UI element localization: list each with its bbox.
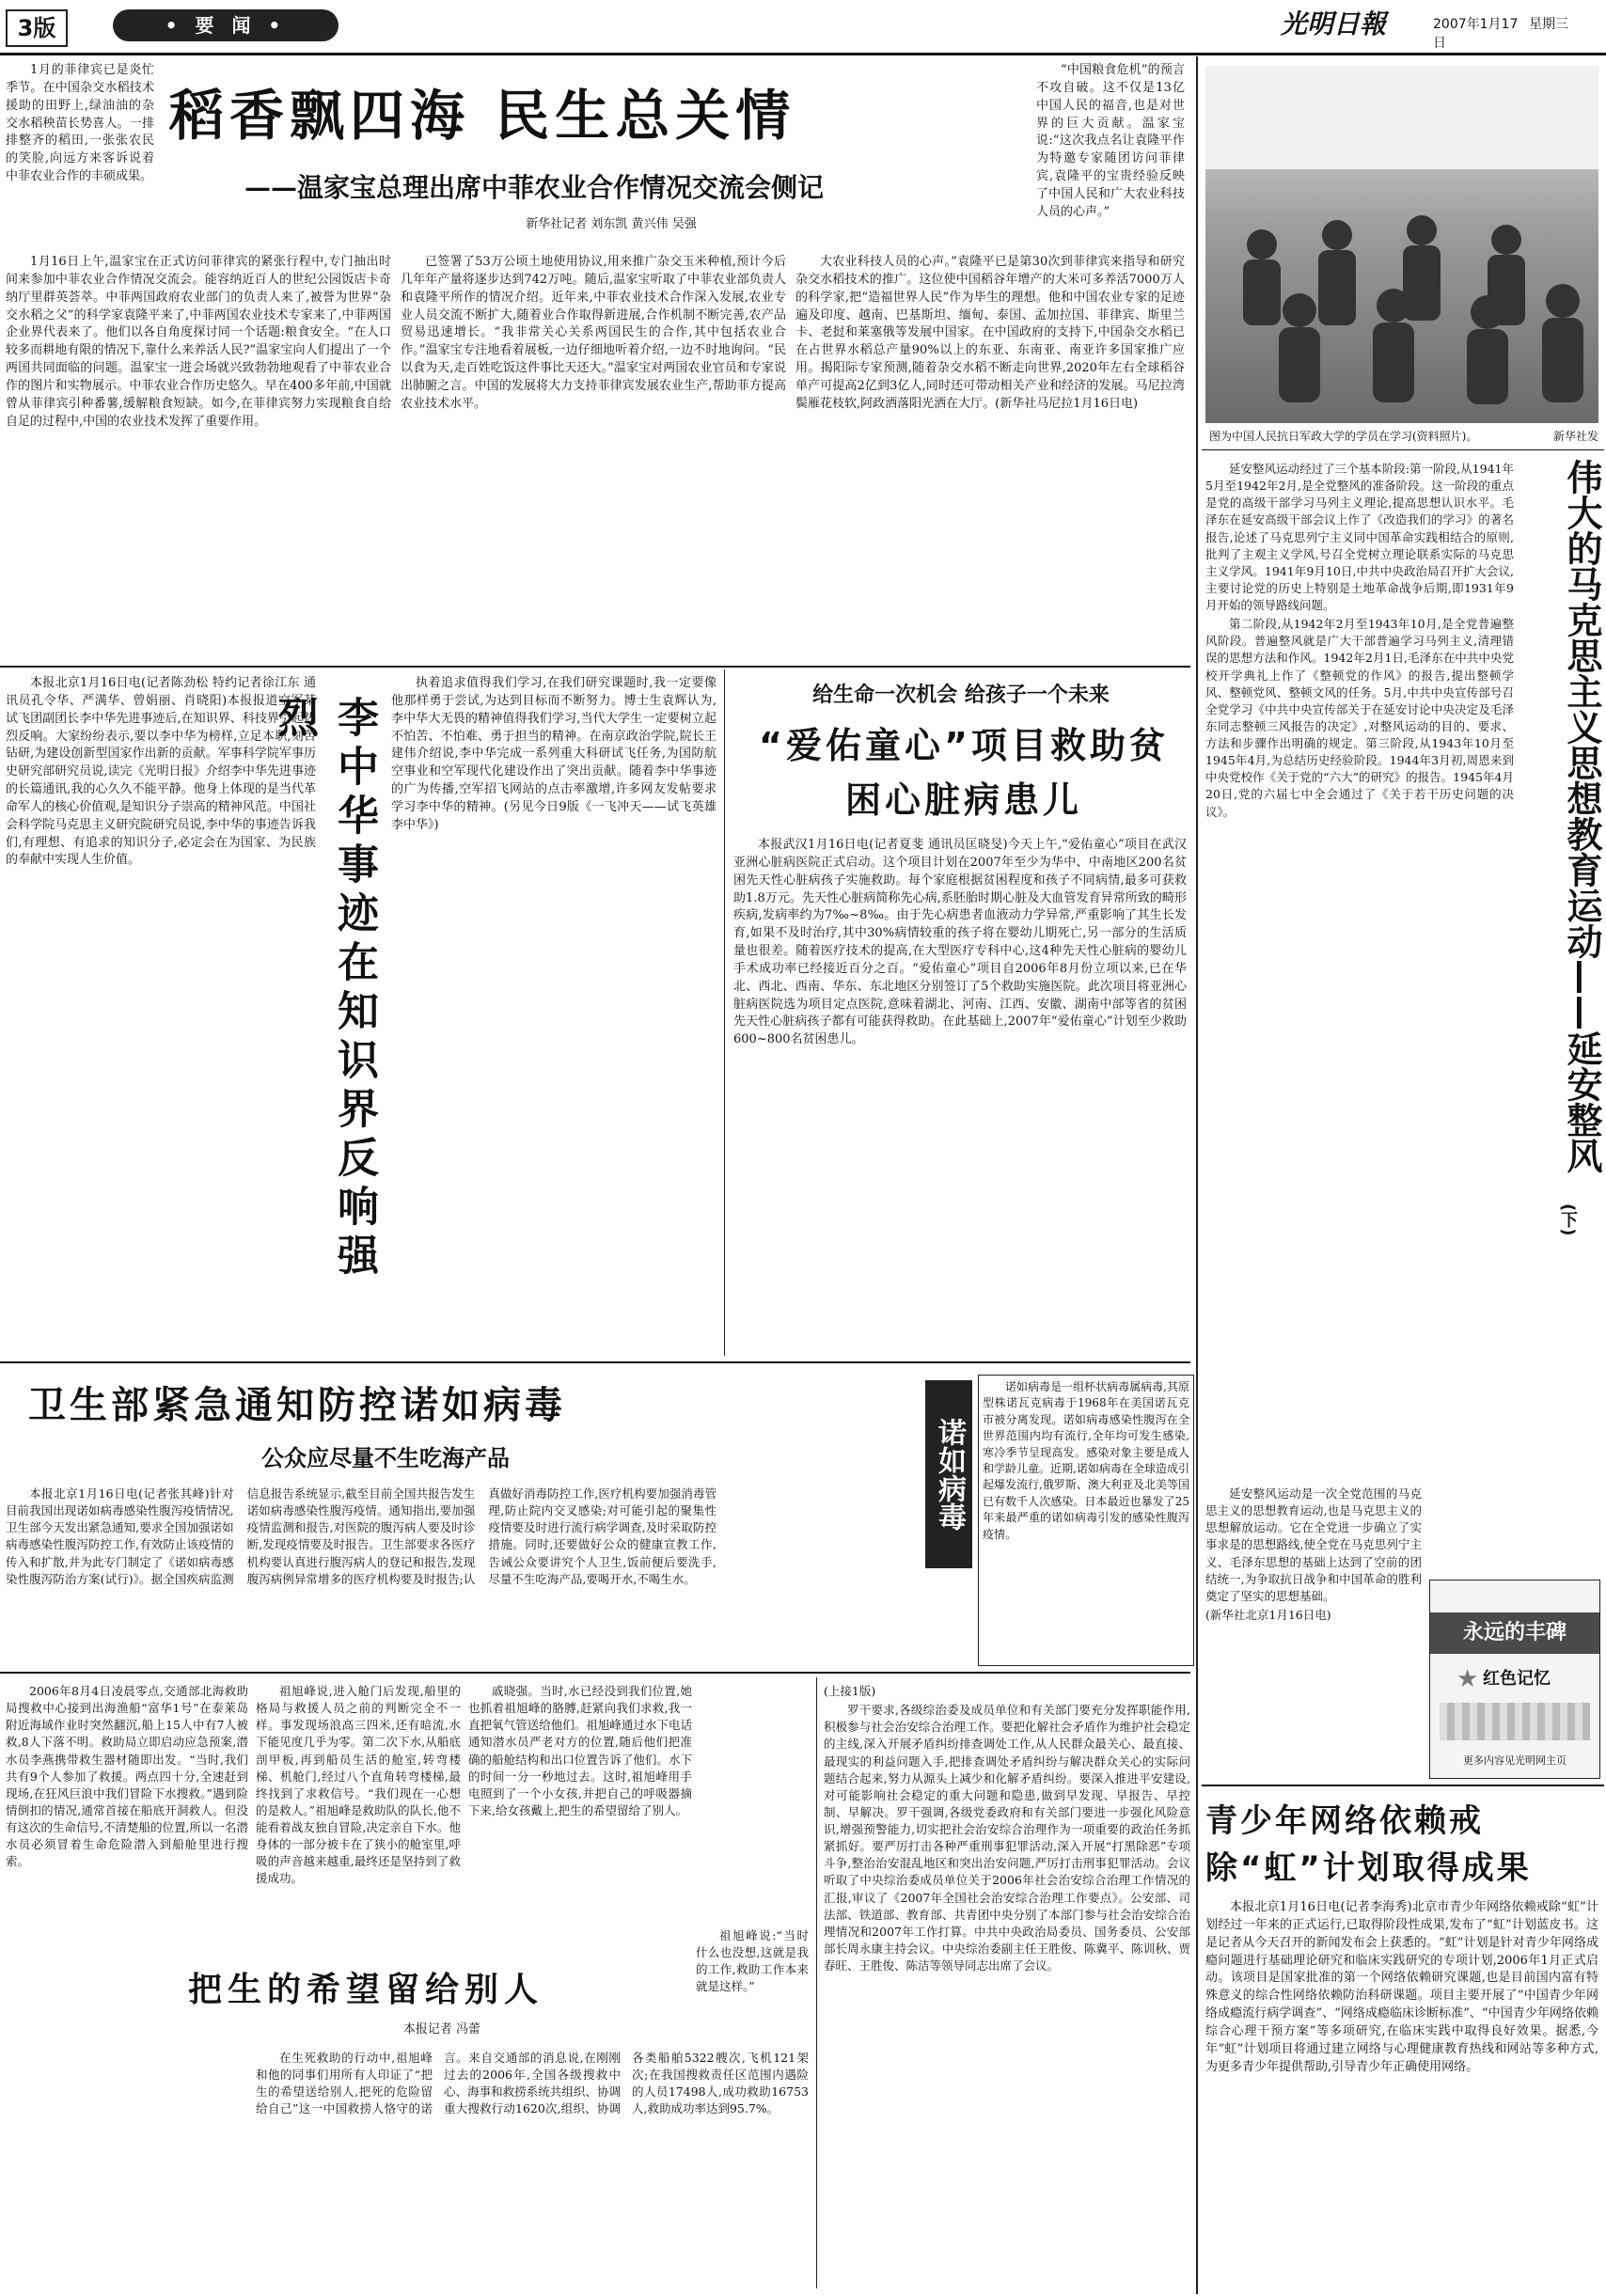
red-memory-more[interactable]: 更多内容见光明网主页 [1463,1754,1567,1767]
hope-col-3 [468,1683,692,1956]
noro-box [978,1375,1194,1666]
hope-title: 把生的希望留给别人 [188,1971,544,2009]
noro-subtitle: 公众应尽量不生吃海产品 [261,1445,510,1471]
marxism-bottom-rule [1202,1785,1604,1786]
youth-col [1205,1899,1598,2290]
hope-security-divider [816,1677,817,2288]
rice-byline: 新华社记者 刘东凯 黄兴伟 吴强 [526,217,697,231]
rice-body-1: 1月16日上午,温家宝在正式访问菲律宾的紧张行程中,专门抽出时间来参加中菲农业合作情况交流会。能容纳近百人的世纪公园饭店卡奇纳厅里群英荟萃。中菲两国政府农业部门的负责人来了,被誉为世界“杂交水稻之父”的科学家袁隆平来了,中菲两国农业技术专家来了,中菲两国企业界代表来了。他们以各自角度探讨同一个话题:粮食安全。“在人口较多而耕地有限的情况下,靠什么来养活人民?”温家宝向人们提出了一个两国共同面临的问题。温家宝一进会场就兴致勃勃地观看了中菲农业合作的图片和实物展示。中菲农业合作历史悠久。早在400多年前,中国就曾从菲律宾引种番薯,缓解粮食短缺。如今,在菲律宾努力实现粮食自给自足的过程中,中国的农业技术发挥了重要作用。 [6,255,391,429]
heart-pretitle: 给生命一次机会 给孩子一个未来 [812,684,1110,707]
rice-subtitle: ——温家宝总理出席中菲农业合作情况交流会侧记 [244,172,825,203]
noro-bottom-rule [0,1672,1190,1674]
issue-weekday: 星期三 [1529,17,1568,32]
rice-body-2: 已签署了53万公顷土地使用协议,用来推广杂交玉米种植,预计今后几年年产量将逐步达到742万吨。随后,温家宝听取了中菲农业部负责人和袁隆平所作的情况介绍。近年来,中菲农业技术合作深入发展,农业专业人员交流不断扩大,随着业合作取得新进展,合作机制不断完善,农产品贸易迅速增长。“我非常关心关系两国民生的合作,其中包括农业合作。”温家宝专注地看着展板,一边仔细地听着介绍,一边不时地询问。“民以食为天,走百姓吃饭这件事比天还大。”温家宝对两国农业官员和专家说出肺腑之言。中国的发展将大力支持菲律宾发展农业生产,帮助菲方提高农业技术水平。 [401,255,786,411]
li-col-2 [391,675,716,1352]
heart-body: 本报武汉1月16日电(记者夏斐 通讯员匡晓旻)今天上午,“爱佑童心”项目在武汉亚洲心脏病医院正式启动。这个项目计划在2007年至少为华中、中南地区200名贫困先天性心脏病孩子实施救助。每个家庭根据贫困程度和孩子不同病情,最多可获救助1.8万元。先天性心脏病简称先心病,系胚胎时期心脏及大血管发育异常所致的畸形疾病,发病率约为7‰~8‰。由于先心病患者血液动力学异常,严重影响了其生长发育,如果不及时治疗,其中30%病情较重的孩子将在婴幼儿期死亡,另一部分的生活质量也很差。随着医疗技术的提高,在大型医疗专科中心,这4种先天性心脏病的婴幼儿手术成功率已经接近百分之百。“爱佑童心”项目自2006年8月份立项以来,已在华北、西北、西南、华东、东北地区分别签订了5个救助实施医院。此次项目将亚洲心脏病医院选为项目定点医院,意味着湖北、河南、江西、安徽、湖南中部等省的贫困先天性心脏病孩子都有可能获得救助。在此基础上,2007年“爱佑童心”计划至少救助600~800名贫困患儿。 [733,838,1187,1047]
rice-right-col [1036,62,1185,248]
noro-box-text: 诺如病毒是一组杯状病毒属病毒,其原型株诺瓦克病毒于1968年在美国诺瓦克市被分离发现。诺如病毒感染性腹泻在全世界范围内均有流行,全年均可发生感染,寒冷季节呈现高发。感染对象主要是成人和学龄儿童。近期,诺如病毒在全球造成引起爆发流行,俄罗斯、澳大利亚及北美等国已有数千人次感染。日本最近也暴发了25年来最严重的诺如病毒引发的感染性腹泻疫情。 [983,1380,1189,1541]
hope-byline: 本报记者 冯蕾 [402,2022,481,2037]
photo-source: 新华社发 [1552,430,1598,443]
rice-bottom-rule [0,666,1190,668]
masthead [0,0,1606,53]
rice-right-text: “中国粮食危机”的预言不攻自破。这不仅是13亿中国人民的福音,也是对世界的巨大贡献。温家宝说:“这次我点名让袁隆平作为特邀专家随团访问菲律宾,袁隆平的宝贵经验反映了中国人民和广大农业科技人员的心声。” [1036,63,1185,219]
hope-qa-text: 祖旭峰说:“当时什么也没想,这就是我的工作,救助工作本来就是这样。” [696,1928,809,1994]
li-col-1 [6,675,316,1352]
noro-side-label: 诺如病毒 [925,1380,972,1568]
li-heart-divider [724,669,725,1356]
youth-title: 青少年网络依赖戒除“虹”计划取得成果 [1205,1802,1532,1887]
rice-body-3: 大农业科技人员的心声。”袁隆平已是第30次到菲律宾来指导和研究杂交水稻技术的推广。这位使中国稻谷年增产的大米可多养活7000万人的科学家,把“造福世界人民”作为毕生的理想。他和中国农业专家的足迹遍及印度、越南、巴基斯坦、缅甸、泰国、孟加拉国、菲律宾、斯里兰卡、老挝和莱塞俄等发展中国家。在中国政府的支持下,中国杂交水稻已在占世界水稻总产量90%以上的东亚、东南亚、南亚许多国家推广应用。揭阳际专家预测,随着杂交水稻不断走向世界,2020年左右全球稻谷单产可提高2亿到3亿人,同时还可带动相关产业和经济的发展。马尼拉湾鬓雁花枝软,阿政洒落阳光洒在大厅。(新华社马尼拉1月16日电) [795,255,1185,411]
marxism-col-1 [1205,461,1514,1335]
red-memory-title: 永远的丰碑 [1430,1612,1599,1654]
page-number: 3版 [6,9,68,47]
li-title: 李中华事迹在知识界反响强烈 [270,696,378,1282]
rice-lead [6,62,154,248]
marxism-body-2: 第二阶段,从1942年2月至1943年10月,是全党普遍整风阶段。普遍整风就是广大干部普遍学习马列主义,清理错误的思想方法和作风。1942年2月1日,毛泽东在中共中央党校开学典礼上作了《整顿党的作风》的报告,提出整顿学风、整顿党风、整顿文风的任务。5月,中共中央宣传部号召全党学习《中共中央宣传部关于在延安讨论中央决定及毛泽东同志整顿三风报告的决定》,对整风运动的目的、要求、方法和步骤作出明确的规定。第三阶段,从1943年10月至1945年4月,为总结历史经验阶段。1944年3月初,周恩来到中央党校作《关于党的“六大”的研究》的报告。1945年4月20日,党的六届七中全会通过了《关于若干历史问题的决议》。 [1205,617,1514,819]
li-body-2: 执着追求值得我们学习,在我们研究课题时,我一定要像他那样勇于尝试,为达到目标而不断努力。博士生袁辉认为,李中华大无畏的精神值得我们学习,当代大学生一定要树立起不怕苦、不怕难、勇于担当的精神。在南京政治学院,院长王建伟介绍说,李中华完成一系列重大科研试飞任务,为国防航空事业和空军现代化建设作出了突出贡献。随着李中华事迹的广为传播,空军招飞网站的点击率激增,许多网友发帖要求学习李中华的精神。(另见今日9版《一飞冲天——试飞英雄李中华》) [391,676,716,832]
training-photo [1205,66,1598,423]
heart-bottom-rule [0,1361,1190,1363]
hope-body-1: 2006年8月4日凌晨零点,交通部北海救助局搜救中心接到出海渔船“富华1号”在泰莱岛附近海域作业时突然翻沉,船上15人中有7人被救,8人下落不明。救助局立即启动应急预案,潜水员李燕携带救生器材随即出发。“当时,我们共有9个人参加了救援。两点四十分,全速赶到现场,在狂风巨浪中我们冒险下水搜救。”遇到险情倒扣的情况,通常首接在船底开洞救人。但没有这次的生命信号,不清楚船的位置,所以一名潜水员必须冒着生命危险潜入到船舱里进行搜索。 [6,1684,248,1869]
rice-col-1 [6,254,391,656]
rice-title: 稻香飘四海 民生总关情 [169,84,796,148]
noro-title: 卫生部紧急通知防控诺如病毒 [28,1384,566,1427]
hope-body-3: 戚晓强。当时,水已经没到我们位置,她也抓着祖旭峰的胳膊,赶紧向我们求救,我一直把氧气管送给他们。祖旭峰通过水下电话通知潜水员严老对方的位置,随后他们把准确的船舱结构和出口位置告诉了他们。水下的时间一分一秒地过去。这时,祖旭峰用手电照到了一个小女孩,并把自己的呼吸器摘下来,给女孩戴上,把生的希望留给了别人。 [468,1684,692,1817]
noro-col [6,1486,716,1664]
rice-lead-text: 1月的菲律宾已是炎忙季节。在中国杂交水稻技术援助的田野上,绿油油的杂交水稻秧苗长势喜人。一排排整齐的稻田,一张张农民的笑脸,向远方来客诉说着中菲农业合作的丰硕成果。 [6,63,154,184]
star-icon: ★ [1456,1665,1479,1693]
masthead-rule [0,53,1606,55]
rice-col-3 [795,254,1185,656]
red-memory-subtitle: 红色记忆 [1483,1669,1551,1689]
noro-col-right [724,1373,921,1664]
marxism-body-1: 延安整风运动经过了三个基本阶段:第一阶段,从1941年5月至1942年2月,是全党整风的准备阶段。这一阶段的重点是党的高级干部学习马列主义理论,提高思想认识水平。毛泽东在延安高级干部会议上作了《改造我们的学习》的著名报告,论述了马克思列宁主义同中国革命实践相结合的原则,批判了主观主义学风,号召全党树立理论联系实际的马克思主义学风。1941年9月10日,中共中央政治局召开扩大会议,主要讨论党的历史上特别是土地革命战争后期,即1931年9月开始的领导路线问题。 [1205,462,1514,612]
li-body-1: 本报北京1月16日电(记者陈劲松 特约记者徐江东 通讯员孔令华、严满华、曾娟丽、肖晓阳)本报报道空军某试飞团副团长李中华先进事迹后,在知识界、科技界引起热烈反响。大家纷纷表示,要以李中华为榜样,立足本职,刻苦钻研,为建设创新型国家作出新的贡献。军事科学院军事历史研究部研究员说,读完《光明日报》介绍李中华先进事迹的长篇通讯,我的心久久不能平静。他身上体现的是当代革命军人的核心价值观,是知识分子崇高的精神风范。中国社会科学院马克思主义研究院研究员说,李中华的事迹告诉我们,有理想、有追求的知识分子,必定会在为国家、为民族的奉献中实现人生价值。 [6,676,316,868]
banner-stripes [1440,1703,1590,1740]
rice-col-2 [401,254,786,656]
red-memory-banner[interactable] [1429,1580,1600,1779]
security-col [824,1683,1190,2290]
security-pre: (上接1版) [824,1684,876,1698]
right-column-divider [1196,56,1198,2294]
marxism-col-2 [1205,1486,1422,1777]
photo-caption: 图为中国人民抗日军政大学的学员在学习(资料照片)。 [1209,430,1478,443]
paper-name: 光明日報 [1280,8,1386,39]
issue-date: 2007年1月17日 [1433,17,1519,52]
heart-col [733,837,1187,1352]
noro-body: 本报北京1月16日电(记者张其峰)针对目前我国出现诺如病毒感染性腹泻疫情情况,卫生部今天发出紧急通知,要求全国加强诺如病毒感染性腹泻防控工作,有效防止该疫情的传入和扩散,并为此专门制定了《诺如病毒感染性腹泻防治方案(试行)》。据全国疾病监测信息报告系统显示,截至目前全国共报告发生诺如病毒感染性腹泻疫情。通知指出,要加强疫情监测和报告,对医院的腹泻病人要及时诊断,发现疫情要及时报告。卫生部要求各医疗机构要认真进行腹泻病人的登记和报告,发现腹泻病例异常增多的医疗机构要及时报告;认真做好消毒防控工作,医疗机构要加强消毒管理,防止院内交叉感染;对可能引起的聚集性疫情要及时进行流行病学调查,及时采取防控措施。同时,还要做好公众的健康宣教工作,告诫公众要讲究个人卫生,饭前便后要洗手,尽量不生吃海产品,要喝开水,不喝生水。 [6,1486,716,1586]
hope-body-4: 在生死救助的行动中,祖旭峰和他的同事们用所有人印证了“把生的希望送给别人,把死的危险留给自己”这一中国救捞人恪守的诺言。来自交通部的消息说,在刚刚过去的2006年,全国各级搜救中心、海事和救捞系统共组织、协调重大搜救行动1620次,组织、协调各类船舶5322艘次,飞机121架次;在我国搜救责任区范围内遇险的人员17498人,成功救助16753人,救助成功率达到95.7%。 [256,2051,809,2116]
hope-col-4 [256,2050,809,2290]
photo-rule [1202,449,1604,450]
hope-col-2 [256,1683,461,1956]
marxism-source: (新华社北京1月16日电) [1205,1607,1331,1622]
marxism-part: (下) [1558,1203,1578,1236]
section-label: • 要 闻 • [113,9,339,41]
training-photo-figures [1205,66,1598,423]
hope-body-2: 祖旭峰说,进入舱门后发现,船里的格局与救援人员之前的判断完全不一样。事发现场浪高三四米,还有暗流,水下能见度几乎为零。第二次下水,从船底剖甲板,再到船员生活的舱室,转弯楼梯、机舱门,经过八个直角转弯楼梯,最终找到了求救信号。“我们现在一心想的是救人。”祖旭峰是救助队的队长,他不能看着战友独自冒险,决定亲自下水。他身体的一部分被卡在了狭小的舱室里,呼吸的声音越来越重,最终还是坚持到了救援成功。 [256,1684,461,1886]
marxism-title: 伟大的马克思主义思想教育运动——延安整风 [1561,459,1602,1173]
heart-title: “爱佑童心”项目救助贫困心脏病患儿 [759,725,1169,821]
marxism-body-3: 延安整风运动是一次全党范围的马克思主义的思想教育运动,也是马克思主义的思想解放运动。它在全党进一步确立了实事求是的思想路线,使全党在马克思列宁主义、毛泽东思想的基础上达到了空前的团结统一,为争取抗日战争和中国革命的胜利奠定了坚实的思想基础。 [1205,1486,1422,1603]
security-body: 罗干要求,各级综治委及成员单位和有关部门要充分发挥职能作用,积极参与社会治安综合治理工作。要把化解社会矛盾作为维护社会稳定的主线,深入开展矛盾纠纷排查调处工作,从人民群众最关心、最直接、最现实的利益问题入手,把排查调处矛盾纠纷与解决群众关心的实际问题结合起来,努力从源头上减少和化解矛盾纠纷。要深入推进平安建设,对可能影响社会稳定的重大问题和隐患,做到早发现、早报告、早控制、早解决。罗干强调,各级党委政府和有关部门要进一步强化风险意识,增强预警能力,切实把社会治安综合治理作为一项重要的政治任务抓紧抓好。要严厉打击各种严重刑事犯罪活动,深入开展“打黑除恶”专项斗争,整治治安混乱地区和突出治安问题,严厉打击刑事犯罪活动。会议听取了中央综治委成员单位关于2006年社会治安综合治理工作情况的汇报,审议了《2007年全国社会治安综合治理工作要点》。公安部、司法部、铁道部、教育部、共青团中央分别了本部门参与社会治安综合治理情况和2007年工作打算。中共中央政治局委员、国务委员、公安部部长周永康主持会议。中央综治委副主任王胜俊、陈冀平、陈训秋、贾春旺、王胜俊、陈洁等领导同志出席了会议。 [824,1703,1190,1973]
youth-body: 本报北京1月16日电(记者李海秀)北京市青少年网络依赖戒除“虹”计划经过一年来的正式运行,已取得阶段性成果,发布了“虹”计划蓝皮书。这是记者从今天召开的新闻发布会上获悉的。“虹”计划是针对青少年网络成瘾问题进行基础理论研究和临床实践研究的专项计划,2006年1月正式启动。该项目是国家批准的第一个网络依赖研究课题,也是目前国内富有特殊意义的综合性网络依赖防治科研课题。项目主要开展了“中国青少年网络成瘾流行病学调查”、“网络成瘾临床诊断标准”、“中国青少年网络依赖综合心理干预方案”等多项研究,在临床实践中取得良好效果。据悉,今年“虹”计划项目将通过建立网络与心理健康教育热线和网站等多种方式,为更多青少年提供帮助,引导青少年正确使用网络。 [1205,1900,1598,2074]
